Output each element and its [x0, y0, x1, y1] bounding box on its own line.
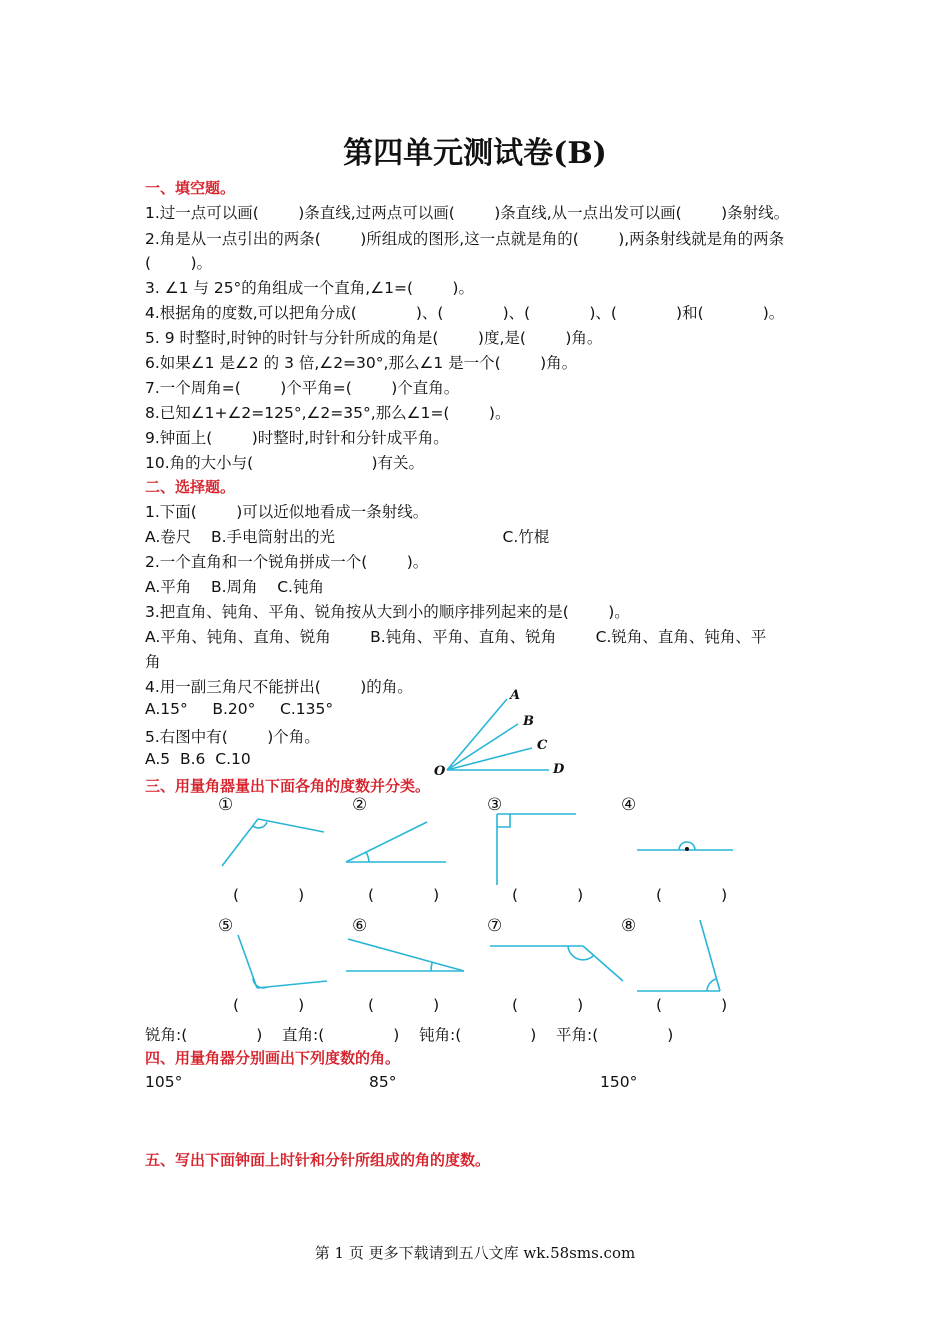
choice-options-5: A.5 B.6 C.10 — [145, 750, 251, 768]
choice-options-3-cont: 角 — [145, 653, 161, 671]
answer-blank-3: ( ) — [512, 886, 584, 904]
fill-question-3: 3. ∠1 与 25°的角组成一个直角,∠1=( )。 — [145, 279, 474, 297]
fill-question-4: 4.根据角的度数,可以把角分成( )、( )、( )、( )和( )。 — [145, 304, 785, 322]
degree-105: 105° — [145, 1073, 183, 1091]
page-title: 第四单元测试卷(B) — [343, 136, 607, 171]
fill-question-6: 6.如果∠1 是∠2 的 3 倍,∠2=30°,那么∠1 是一个( )角。 — [145, 354, 578, 372]
ray-label-o: O — [434, 764, 446, 779]
ray-oc — [447, 748, 532, 770]
fill-question-7: 7.一个周角=( )个平角=( )个直角。 — [145, 379, 460, 397]
degree-85: 85° — [369, 1073, 397, 1091]
fill-question-2: 2.角是从一点引出的两条( )所组成的图形,这一点就是角的( ),两条射线就是角的两条 — [145, 230, 785, 248]
choice-options-4: A.15° B.20° C.135° — [145, 700, 334, 718]
degree-150: 150° — [600, 1073, 638, 1091]
angle-1 — [222, 819, 324, 866]
choice-options-1: A.卷尺 B.手电筒射出的光 C.竹棍 — [145, 528, 550, 546]
section-heading-choice: 二、选择题。 — [145, 478, 236, 496]
choice-options-3: A.平角、钝角、直角、锐角 B.钝角、平角、直角、锐角 C.锐角、直角、钝角、平 — [145, 628, 767, 646]
angle-7 — [490, 946, 623, 981]
choice-options-2: A.平角 B.周角 C.钝角 — [145, 578, 324, 596]
fill-question-9: 9.钟面上( )时整时,时针和分针成平角。 — [145, 429, 449, 447]
fill-question-5: 5. 9 时整时,时钟的时针与分针所成的角是( )度,是( )角。 — [145, 329, 603, 347]
fill-question-8: 8.已知∠1+∠2=125°,∠2=35°,那么∠1=( )。 — [145, 404, 511, 422]
ray-label-a: A — [510, 688, 521, 703]
angle-number-3: ③ — [487, 795, 503, 815]
answer-blank-8: ( ) — [656, 996, 728, 1014]
angle-4 — [637, 842, 733, 850]
angle-8 — [637, 920, 720, 991]
section-heading-clock: 五、写出下面钟面上时针和分针所组成的角的度数。 — [145, 1151, 491, 1169]
angle-number-7: ⑦ — [487, 916, 503, 936]
section-heading-fill: 一、填空题。 — [145, 179, 236, 197]
classify-line: 锐角:( ) 直角:( ) 钝角:( ) 平角:( ) — [145, 1026, 674, 1044]
angle-2 — [346, 822, 446, 862]
angle-number-8: ⑧ — [621, 916, 637, 936]
page-footer: 第 1 页 更多下载请到五八文库 wk.58sms.com — [314, 1244, 636, 1262]
angle-number-5: ⑤ — [218, 916, 234, 936]
answer-blank-5: ( ) — [233, 996, 305, 1014]
angle-3 — [497, 814, 576, 885]
answer-blank-4: ( ) — [656, 886, 728, 904]
ray-oa — [447, 699, 507, 770]
angle-5 — [238, 935, 327, 988]
choice-question-3: 3.把直角、钝角、平角、锐角按从大到小的顺序排列起来的是( )。 — [145, 603, 630, 621]
angle-6 — [346, 939, 464, 971]
vertex-dot — [685, 847, 689, 851]
rays-figure — [447, 699, 549, 770]
ray-label-d: D — [553, 762, 565, 777]
answer-blank-7: ( ) — [512, 996, 584, 1014]
ray-ob — [447, 724, 518, 770]
angle-number-1: ① — [218, 795, 234, 815]
angle-number-4: ④ — [621, 795, 637, 815]
choice-question-2: 2.一个直角和一个锐角拼成一个( )。 — [145, 553, 429, 571]
answer-blank-6: ( ) — [368, 996, 440, 1014]
answer-blank-2: ( ) — [368, 886, 440, 904]
ray-label-b: B — [523, 714, 534, 729]
choice-question-4: 4.用一副三角尺不能拼出( )的角。 — [145, 678, 413, 696]
answer-blank-1: ( ) — [233, 886, 305, 904]
fill-question-2-cont: ( )。 — [145, 254, 213, 272]
angle-number-6: ⑥ — [352, 916, 368, 936]
angle-number-2: ② — [352, 795, 368, 815]
section-heading-measure: 三、用量角器量出下面各角的度数并分类。 — [145, 777, 431, 795]
choice-question-1: 1.下面( )可以近似地看成一条射线。 — [145, 503, 429, 521]
fill-question-10: 10.角的大小与( )有关。 — [145, 454, 424, 472]
ray-label-c: C — [537, 738, 548, 753]
fill-question-1: 1.过一点可以画( )条直线,过两点可以画( )条直线,从一点出发可以画( )条射线。 — [145, 204, 790, 222]
choice-question-5: 5.右图中有( )个角。 — [145, 728, 320, 746]
section-heading-draw: 四、用量角器分别画出下列度数的角。 — [145, 1049, 401, 1067]
